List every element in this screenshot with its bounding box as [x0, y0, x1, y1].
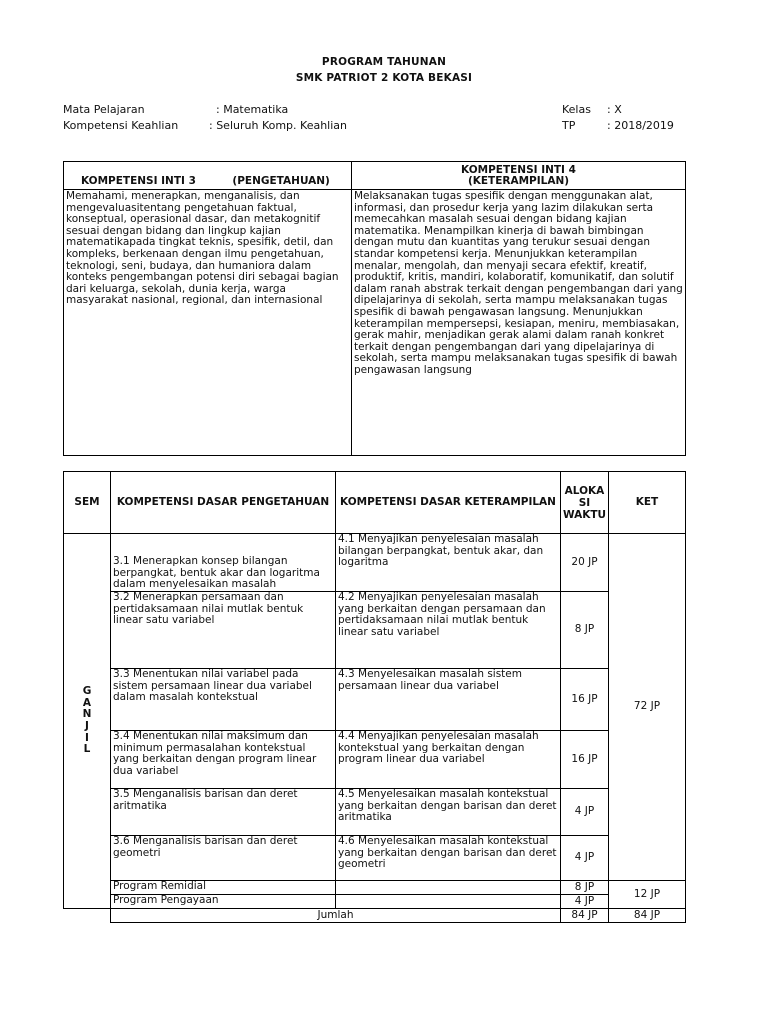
ket-total-cell: 72 JP: [609, 534, 686, 881]
sem-cell: [64, 534, 111, 909]
kd4-cell: 4.4 Menyajikan penyelesaian masalah kontekstual yang berkaitan dengan program linear dua variabel: [336, 731, 561, 789]
sem-letter: I: [85, 731, 89, 744]
kd3-cell: 3.2 Menerapkan persamaan dan pertidaksamaan nilai mutlak bentuk linear satu variabel: [111, 592, 336, 669]
pengayaan-label: Program Pengayaan: [111, 895, 336, 909]
remidial-waktu: 8 JP: [561, 881, 609, 895]
ki3-header: [64, 162, 352, 190]
waktu-cell: 4 JP: [561, 836, 609, 881]
kelas-value: : X: [607, 103, 622, 116]
pengayaan-row: [64, 895, 686, 909]
sem-header: SEM: [64, 472, 111, 534]
kompetensi-value: : Seluruh Komp. Keahlian: [209, 119, 347, 132]
tp-label: TP: [562, 119, 576, 132]
kd4-cell: 4.6 Menyelesaikan masalah kontekstual yang berkaitan dengan barisan dan deret geometri: [336, 836, 561, 881]
table-row: [64, 731, 686, 789]
kd4-cell: 4.5 Menyelesaikan masalah kontekstual yang berkaitan dengan barisan dan deret aritmatika: [336, 789, 561, 836]
jumlah-row: [64, 909, 686, 923]
kd4-cell: 4.2 Menyajikan penyelesaian masalah yang berkaitan dengan persamaan dan pertidaksamaan nilai mutlak bentuk linear satu variabel: [336, 592, 561, 669]
table-row: [64, 592, 686, 669]
ki4-header-line1: KOMPETENSI INTI 4: [461, 163, 576, 176]
ki4-header: [352, 162, 686, 190]
sem-letter: G: [82, 685, 92, 698]
alokasi-header-line3: WAKTU: [562, 508, 607, 521]
jumlah-waktu: 84 JP: [561, 909, 609, 923]
pengayaan-waktu: 4 JP: [561, 895, 609, 909]
ki3-text: Memahami, menerapkan, menganalisis, dan mengevaluasitentang pengetahuan faktual, konseptual, operasional dasar, dan metakognitif sesuai dengan bidang dan lingkup kajian matematikapada tingkat teknis, spesifik, detil, dan kompleks, berkenaan dengan ilmu pengetahuan, teknologi, seni, budaya, dan humaniora dalam konteks pengembangan potensi diri sebagai bagian dari keluarga, sekolah, dunia kerja, warga masyarakat nasional, regional, dan internasional: [64, 190, 352, 456]
mapel-value: : Matematika: [216, 103, 289, 116]
ki3-header-text: KOMPETENSI INTI 3 (PENGETAHUAN): [81, 175, 330, 188]
table-row: [64, 836, 686, 881]
kompetensi-dasar-table: [63, 471, 686, 923]
alokasi-header-line2: SI: [578, 496, 591, 509]
sem-letter: N: [82, 708, 92, 721]
pengayaan-empty: [336, 895, 561, 909]
waktu-cell: 8 JP: [561, 592, 609, 669]
kd3-cell: 3.1 Menerapkan konsep bilangan berpangkat, bentuk akar dan logaritma dalam menyelesaikan masalah: [111, 534, 336, 592]
jumlah-ket: 84 JP: [609, 909, 686, 923]
kd3-cell: 3.4 Menentukan nilai maksimum dan minimum permasalahan kontekstual yang berkaitan dengan program linear dua variabel: [111, 731, 336, 789]
waktu-cell: 4 JP: [561, 789, 609, 836]
sem-letter: A: [82, 696, 92, 709]
program-ket-cell: 12 JP: [609, 881, 686, 909]
table-row: [64, 789, 686, 836]
alokasi-header-line1: ALOKA: [564, 484, 605, 497]
kd-pengetahuan-header: KOMPETENSI DASAR PENGETAHUAN: [111, 472, 336, 534]
alokasi-waktu-header: [561, 472, 609, 534]
sem-letter: J: [85, 720, 89, 732]
waktu-cell: 16 JP: [561, 669, 609, 731]
remidial-label: Program Remidial: [111, 881, 336, 895]
remidial-row: [64, 881, 686, 895]
kd4-cell: 4.1 Menyajikan penyelesaian masalah bilangan berpangkat, bentuk akar, dan logaritma: [336, 534, 561, 592]
kd3-cell: 3.5 Menganalisis barisan dan deret aritmatika: [111, 789, 336, 836]
mapel-label: Mata Pelajaran: [63, 103, 145, 116]
kelas-label: Kelas: [562, 103, 591, 116]
kd3-cell: 3.3 Menentukan nilai variabel pada sistem persamaan linear dua variabel dalam masalah kontekstual: [111, 669, 336, 731]
kd-header-row: [64, 472, 686, 534]
kd-keterampilan-header: KOMPETENSI DASAR KETERAMPILAN: [336, 472, 561, 534]
document-title: PROGRAM TAHUNAN: [321, 56, 447, 68]
sem-letter: L: [83, 743, 91, 756]
kompetensi-label: Kompetensi Keahlian: [63, 119, 179, 132]
kd4-cell: 4.3 Menyelesaikan masalah sistem persamaan linear dua variabel: [336, 669, 561, 731]
school-name: SMK PATRIOT 2 KOTA BEKASI: [295, 72, 473, 84]
waktu-cell: 20 JP: [561, 534, 609, 592]
ket-header: KET: [609, 472, 686, 534]
kompetensi-inti-table: [63, 161, 686, 456]
ki4-text: Melaksanakan tugas spesifik dengan menggunakan alat, informasi, dan prosedur kerja yang lazim dilakukan serta memecahkan masalah sesuai dengan bidang kajian matematika. Menampilkan kinerja di bawah bimbingan dengan mutu dan kuantitas yang terukur sesuai dengan standar kompetensi kerja. Menunjukkan keterampilan menalar, mengolah, dan menyaji secara efektif, kreatif, produktif, kritis, mandiri, kolaboratif, komunikatif, dan solutif dalam ranah abstrak terkait dengan pengembangan dari yang dipelajarinya di sekolah, serta mampu melaksanakan tugas spesifik di bawah pengawasan langsung. Menunjukkan keterampilan mempersepsi, kesiapan, meniru, membiasakan, gerak mahir, menjadikan gerak alami dalam ranah konkret terkait dengan pengembangan dari yang dipelajarinya di sekolah, serta mampu melaksanakan tugas spesifik di bawah pengawasan langsung: [352, 190, 686, 456]
table-row: [64, 534, 686, 592]
table-row: [64, 669, 686, 731]
remidial-empty: [336, 881, 561, 895]
tp-value: : 2018/2019: [607, 119, 674, 132]
waktu-cell: 16 JP: [561, 731, 609, 789]
jumlah-label: Jumlah: [111, 909, 561, 923]
kd3-cell: 3.6 Menganalisis barisan dan deret geometri: [111, 836, 336, 881]
jumlah-spacer: [64, 909, 111, 923]
ki4-header-line2: (KETERAMPILAN): [467, 175, 570, 188]
